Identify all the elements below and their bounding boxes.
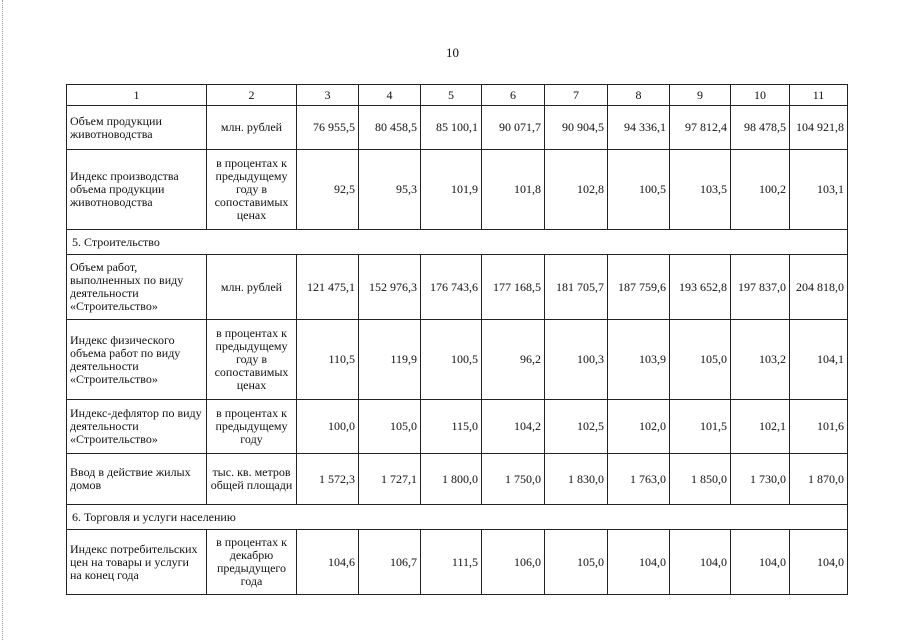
- value-cell: 181 705,7: [545, 255, 608, 320]
- value-cell: 96,2: [482, 320, 545, 400]
- value-cell: 104 921,8: [790, 106, 848, 150]
- value-cell: 110,5: [297, 320, 359, 400]
- value-cell: 100,0: [297, 400, 359, 454]
- value-cell: 1 763,0: [608, 454, 670, 505]
- value-cell: 103,2: [731, 320, 790, 400]
- value-cell: 100,5: [608, 150, 670, 230]
- header-cell: 7: [545, 85, 608, 106]
- value-cell: 100,2: [731, 150, 790, 230]
- header-cell: 4: [359, 85, 421, 106]
- value-cell: 176 743,6: [421, 255, 482, 320]
- value-cell: 104,1: [790, 320, 848, 400]
- value-cell: 152 976,3: [359, 255, 421, 320]
- value-cell: 103,1: [790, 150, 848, 230]
- section-heading-row: [67, 505, 848, 530]
- header-cell: 1: [67, 85, 207, 106]
- value-cell: 76 955,5: [297, 106, 359, 150]
- indicator-name: Индекс производства объема продукции животноводства: [67, 150, 207, 230]
- value-cell: 104,0: [790, 530, 848, 595]
- value-cell: 115,0: [421, 400, 482, 454]
- value-cell: 1 800,0: [421, 454, 482, 505]
- value-cell: 105,0: [359, 400, 421, 454]
- header-cell: 6: [482, 85, 545, 106]
- value-cell: 1 750,0: [482, 454, 545, 505]
- value-cell: 92,5: [297, 150, 359, 230]
- indicators-table: [66, 84, 848, 595]
- header-row: [67, 85, 848, 106]
- table-row: [67, 400, 848, 454]
- value-cell: 1 727,1: [359, 454, 421, 505]
- value-cell: 104,0: [670, 530, 731, 595]
- unit-cell: тыс. кв. метров общей площади: [207, 454, 297, 505]
- value-cell: 1 572,3: [297, 454, 359, 505]
- value-cell: 197 837,0: [731, 255, 790, 320]
- value-cell: 1 830,0: [545, 454, 608, 505]
- value-cell: 1 850,0: [670, 454, 731, 505]
- value-cell: 106,0: [482, 530, 545, 595]
- indicator-name: Индекс физического объема работ по виду деятельности «Строительство»: [67, 320, 207, 400]
- indicator-name: Индекс-дефлятор по виду деятельности «Строительство»: [67, 400, 207, 454]
- value-cell: 177 168,5: [482, 255, 545, 320]
- page-left-edge: [2, 0, 3, 640]
- header-cell: 8: [608, 85, 670, 106]
- section-heading-row: [67, 230, 848, 255]
- indicator-name: Ввод в действие жилых домов: [67, 454, 207, 505]
- value-cell: 103,5: [670, 150, 731, 230]
- value-cell: 119,9: [359, 320, 421, 400]
- value-cell: 97 812,4: [670, 106, 731, 150]
- value-cell: 102,8: [545, 150, 608, 230]
- value-cell: 104,0: [731, 530, 790, 595]
- value-cell: 104,6: [297, 530, 359, 595]
- value-cell: 1 730,0: [731, 454, 790, 505]
- value-cell: 102,5: [545, 400, 608, 454]
- value-cell: 104,0: [608, 530, 670, 595]
- unit-cell: млн. рублей: [207, 255, 297, 320]
- table-row: [67, 320, 848, 400]
- page-number: 10: [446, 45, 459, 60]
- value-cell: 104,2: [482, 400, 545, 454]
- value-cell: 100,5: [421, 320, 482, 400]
- value-cell: 187 759,6: [608, 255, 670, 320]
- indicator-name: Индекс потребительских цен на товары и услуги на конец года: [67, 530, 207, 595]
- value-cell: 101,6: [790, 400, 848, 454]
- indicator-name: Объем продукции животноводства: [67, 106, 207, 150]
- header-cell: 3: [297, 85, 359, 106]
- header-cell: 11: [790, 85, 848, 106]
- value-cell: 80 458,5: [359, 106, 421, 150]
- section-heading: 5. Строительство: [67, 230, 848, 255]
- section-heading: 6. Торговля и услуги населению: [67, 505, 848, 530]
- value-cell: 95,3: [359, 150, 421, 230]
- value-cell: 193 652,8: [670, 255, 731, 320]
- table-row: [67, 255, 848, 320]
- indicator-name: Объем работ, выполненных по виду деятельности «Строительство»: [67, 255, 207, 320]
- unit-cell: млн. рублей: [207, 106, 297, 150]
- unit-cell: в процентах к декабрю предыдущего года: [207, 530, 297, 595]
- value-cell: 102,0: [608, 400, 670, 454]
- unit-cell: в процентах к предыдущему году в сопоставимых ценах: [207, 320, 297, 400]
- value-cell: 98 478,5: [731, 106, 790, 150]
- header-cell: 9: [670, 85, 731, 106]
- value-cell: 1 870,0: [790, 454, 848, 505]
- value-cell: 94 336,1: [608, 106, 670, 150]
- value-cell: 121 475,1: [297, 255, 359, 320]
- table-row: [67, 106, 848, 150]
- value-cell: 101,9: [421, 150, 482, 230]
- table-row: [67, 150, 848, 230]
- value-cell: 100,3: [545, 320, 608, 400]
- table-row: [67, 530, 848, 595]
- table-row: [67, 454, 848, 505]
- value-cell: 90 071,7: [482, 106, 545, 150]
- value-cell: 111,5: [421, 530, 482, 595]
- value-cell: 101,5: [670, 400, 731, 454]
- value-cell: 90 904,5: [545, 106, 608, 150]
- value-cell: 85 100,1: [421, 106, 482, 150]
- value-cell: 102,1: [731, 400, 790, 454]
- value-cell: 106,7: [359, 530, 421, 595]
- value-cell: 101,8: [482, 150, 545, 230]
- header-cell: 2: [207, 85, 297, 106]
- value-cell: 105,0: [545, 530, 608, 595]
- value-cell: 204 818,0: [790, 255, 848, 320]
- unit-cell: в процентах к предыдущему году: [207, 400, 297, 454]
- unit-cell: в процентах к предыдущему году в сопоставимых ценах: [207, 150, 297, 230]
- value-cell: 105,0: [670, 320, 731, 400]
- header-cell: 5: [421, 85, 482, 106]
- value-cell: 103,9: [608, 320, 670, 400]
- header-cell: 10: [731, 85, 790, 106]
